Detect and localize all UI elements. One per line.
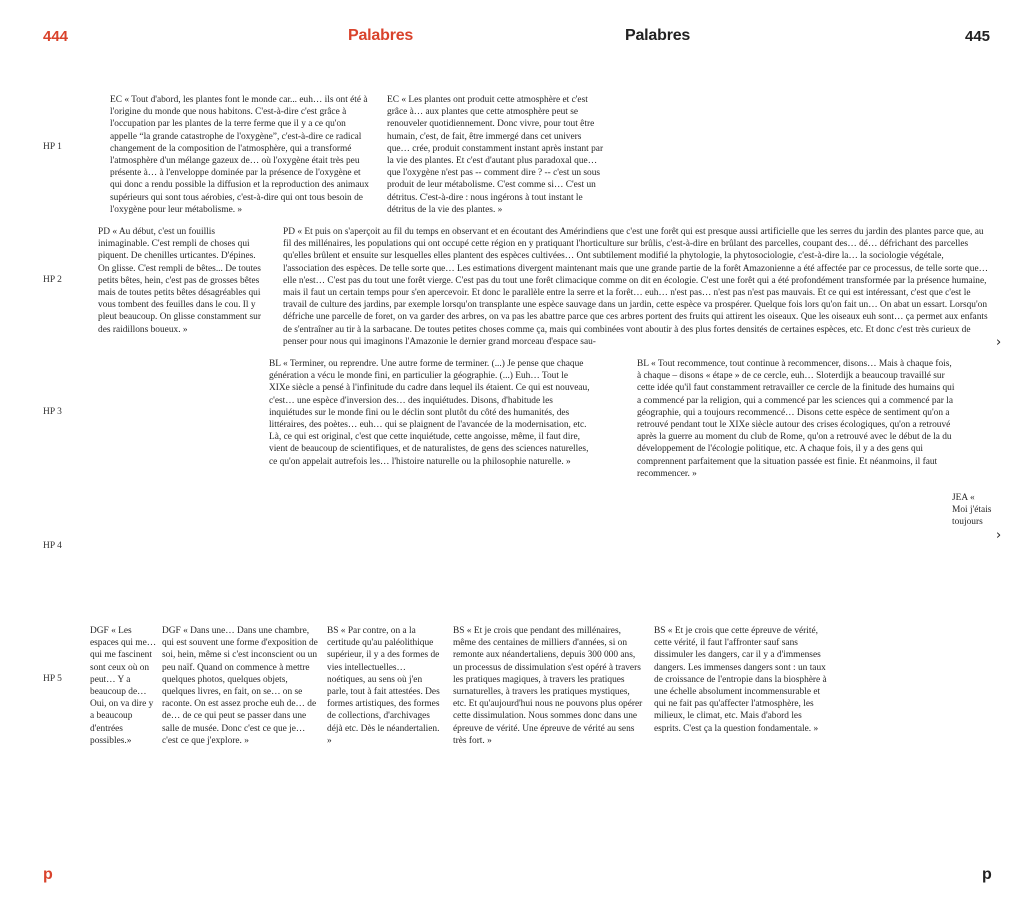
quote-hp5-bs-1: BS « Par contre, on a la certitude qu'au paléolithique supérieur, il y a des formes de vies intellectuelles… noétiques, au sens où j'en parle, tout à fait attestées. Des formes artistiques, des formes de collections, d'archivages déjà etc. Dès le néandertalien. » [327, 626, 440, 746]
quote-hp5-bs-3: BS « Et je crois que cette épreuve de vérité, cette vérité, il faut l'affronter sauf sans dissimuler les dangers, car il y a d'immenses dangers. Les immenses dangers sont : un taux de croissance de l'entropie dans la biosphère à une échelle absolument incommensurable et qui ne fait pas qu'affecter l'atmosphère, les milieux, le climat, etc. Mais d'abord les esprits. C'est ça la question fondamentale. » [654, 626, 827, 734]
quote-hp3-bl-2: BL « Tout recommence, tout continue à recommencer, disons… Mais à chaque fois, à chaque – disons « étape » de ce cercle, euh… Sloterdijk a beaucoup travaillé sur cette idée qu'il faut constamment retravailler ce cercle de la finitude des humains qui a commencé par la religion, qui a commencé par les sciences qui a commencé par la géographie, qui a toujours recommencé… Disons cette espèce de sentiment qu'on a retrouvé pendant tout le XIXe siècle autour des crises écologiques, qu'on a retrouvé après la guerre au moment du club de Rome, qu'on a retrouvé avec le début de la du développement de l'écologie politique, etc. A chaque fois, il y a des gens qui comprennent parfaitement que la situation passée est finie. Et néanmoins, il faut recommencer. » [637, 359, 955, 479]
row-label-hp3: HP 3 [43, 407, 62, 417]
row-label-hp5: HP 5 [43, 674, 62, 684]
page-number-left: 444 [43, 28, 69, 45]
quote-hp4-jea: JEA « Moi j'étais toujours [952, 493, 992, 528]
running-title-left: Palabres [348, 27, 414, 44]
quote-hp5-bs-2: BS « Et je crois que pendant des millénaires, même des centaines de milliers d'années, si on remonte aux néandertaliens, depuis 300 000 ans, un processus de dissimulation s'est opéré à travers les pratiques magiques, à travers les pratiques surnaturelles, à travers les pratiques mystiques, etc. Et qu'aujourd'hui nous ne pouvons plus opérer cette dissimulation. Nous sommes donc dans une épreuve de vérité. Une épreuve de vérité au sens très fort. » [453, 626, 643, 746]
chevron-right-icon[interactable]: › [996, 335, 1002, 350]
footer-mark-left: p [43, 866, 53, 883]
chevron-right-icon[interactable]: › [996, 528, 1002, 543]
quote-hp2-pd-2: PD « Et puis on s'aperçoit au fil du temps en observant et en écoutant des Amérindiens que c'est une forêt qui est presque aussi artificielle que les serres du jardin des plantes parce que, au fil des millénaires, les populations qui ont occupé cette région en y pratiquant l'horticulture sur brûlis, c'est-à-dire en brûlant des parcelles, coupant des… dé… défrichant des parcelles qu'elles brûlent et ensuite sur lesquelles elles plantent des espèces cultivées… Ont subtilement modifié la phytologie, la phytosociologie, c'est-à-dire la… la sociologie végétale, l'association des espèces. De telle sorte que… Les estimations divergent maintenant mais que une grande partie de la forêt Amazonienne a été affectée par ce processus, de telle sorte que… elle n'est… C'est pas du tout une forêt vierge. C'est pas du tout une forêt climacique comme on dit en écologie. C'est une forêt qui a été profondément transformée par la présence humaine, mais il faut un certain temps pour s'en apercevoir. Et donc le parallèle entre la serre et la forêt… euh… n'est pas… n'est pas n'est pas mauvais. Et ce qui est intéressant, c'est que c'est le travail de culture des jardins, par exemple lorsqu'on transplante une espèce sauvage dans un jardin, cette espèce va prospérer. Quelque fois lors qu'on fait un… On abat un essart. Lorsqu'on défriche une parcelle de foret, on va garder des arbres, on va pas les abattre parce que ces arbres portent des fruits qui attirent les oiseaux. Que les oiseaux euh sont… ça permet aux enfants de s'entraîner au tir à la sarbacane. De toutes petites choses comme ça, mais qui combinées vont aboutir à des plus fortes densités de certaines espèces, etc. Et donc c'est très curieux de penser pour nous qui imaginons l'Amazonie le dernier grand morceau d'espace sau- [283, 227, 988, 347]
row-label-hp1: HP 1 [43, 142, 62, 152]
quote-hp1-ec-1: EC « Tout d'abord, les plantes font le monde car... euh… ils ont été à l'origine du monde que nous habitons. C'est-à-dire c'est grâce à l'occupation par les plantes de la terre ferme que il y a ce qu'on appelle “la grande catastrophe de l'oxygène”, c'est-à-dire ce radical changement de la composition de l'atmosphère, qui a transformé l'atmosphère d'un mélange gazeux de… où l'oxygène était très peu présente à… à l'enveloppe dominée par la présence de l'oxygène et qui donc a rendu possible la diffusion et la reproduction des animaux supérieurs qui sont tous aérobies, c'est-à-dire qui ont tous besoin de l'oxygène pour leur métabolisme. » [110, 95, 369, 215]
row-label-hp2: HP 2 [43, 275, 62, 285]
quote-hp3-bl-1: BL « Terminer, ou reprendre. Une autre forme de terminer. (...) Je pense que chaque génération a vécu le monde fini, en particulier la géographie. (...) Euh… Tout le XIXe siècle a pensé à l'infinitude du cadre dans lequel ils étaient. Ce qui est nouveau, c'est… une espèce d'inversion des… des inquiétudes. Disons, d'habitude les inquiétudes sur le monde fini ou le déclin sont plutôt du côté des humanités, des littéraires, des poètes… euh… qui se plaignent de l'avancée de la modernisation, etc. Là, ce qui est original, c'est que cette inquiétude, cette angoisse, même, il faut dire, vient de beaucoup de scientifiques, et de naturalistes, de gens des sciences naturelles, ce qu'on appelait autrefois les… l'histoire naturelle ou la philosophie naturelle. » [269, 359, 590, 467]
quote-hp2-pd-1: PD « Au début, c'est un fouillis inimaginable. C'est rempli de choses qui piquent. De chenilles urticantes. D'épines. On glisse. C'est rempli de bêtes... De toutes petits bêtes, hein, c'est pas de grosses bêtes mais de toutes petits bêtes désagréables qui vous tombent des feuilles dans le cou. Il y pleut beaucoup. On glisse constamment sur des raidillons boueux. » [98, 227, 261, 335]
quote-hp5-dgf-2: DGF « Dans une… Dans une chambre, qui est souvent une forme d'exposition de soi, hein, même si c'est inconscient ou un peu naïf. Quand on commence à mettre quelques photos, quelques objets, quelques livres, en fait, on se… on se raconte. On est assez proche euh de… de de… de ce qui peut se passer dans une salle de musée. Donc c'est ce que je… c'est ce que j'explore. » [162, 626, 318, 746]
page-number-right: 445 [965, 28, 991, 45]
row-label-hp4: HP 4 [43, 541, 62, 551]
quote-hp1-ec-2: EC « Les plantes ont produit cette atmosphère et c'est grâce à… aux plantes que cette atmosphère peut se renouveler quotidiennement. Donc vivre, pour tout être humain, c'est, de fait, être immergé dans cet univers que… crée, produit constamment instant après instant par la vie des plantes. Et c'est d'autant plus paradoxal que… que l'oxygène n'est pas -- comment dire ? -- c'est un sous produit de leur métabolisme. C'est comme si… C'est un détritus. C'est-à-dire : nous ingérons à tout instant le détritus de la vie des plantes. » [387, 95, 604, 215]
running-title-right: Palabres [625, 27, 691, 44]
footer-mark-right: p [982, 866, 992, 883]
quote-hp5-dgf-1: DGF « Les espaces qui me… qui me fascinent sont ceux où on peut… Y a beaucoup de… Oui, on va dire y a beaucoup d'entrées possibles.» [90, 626, 157, 746]
